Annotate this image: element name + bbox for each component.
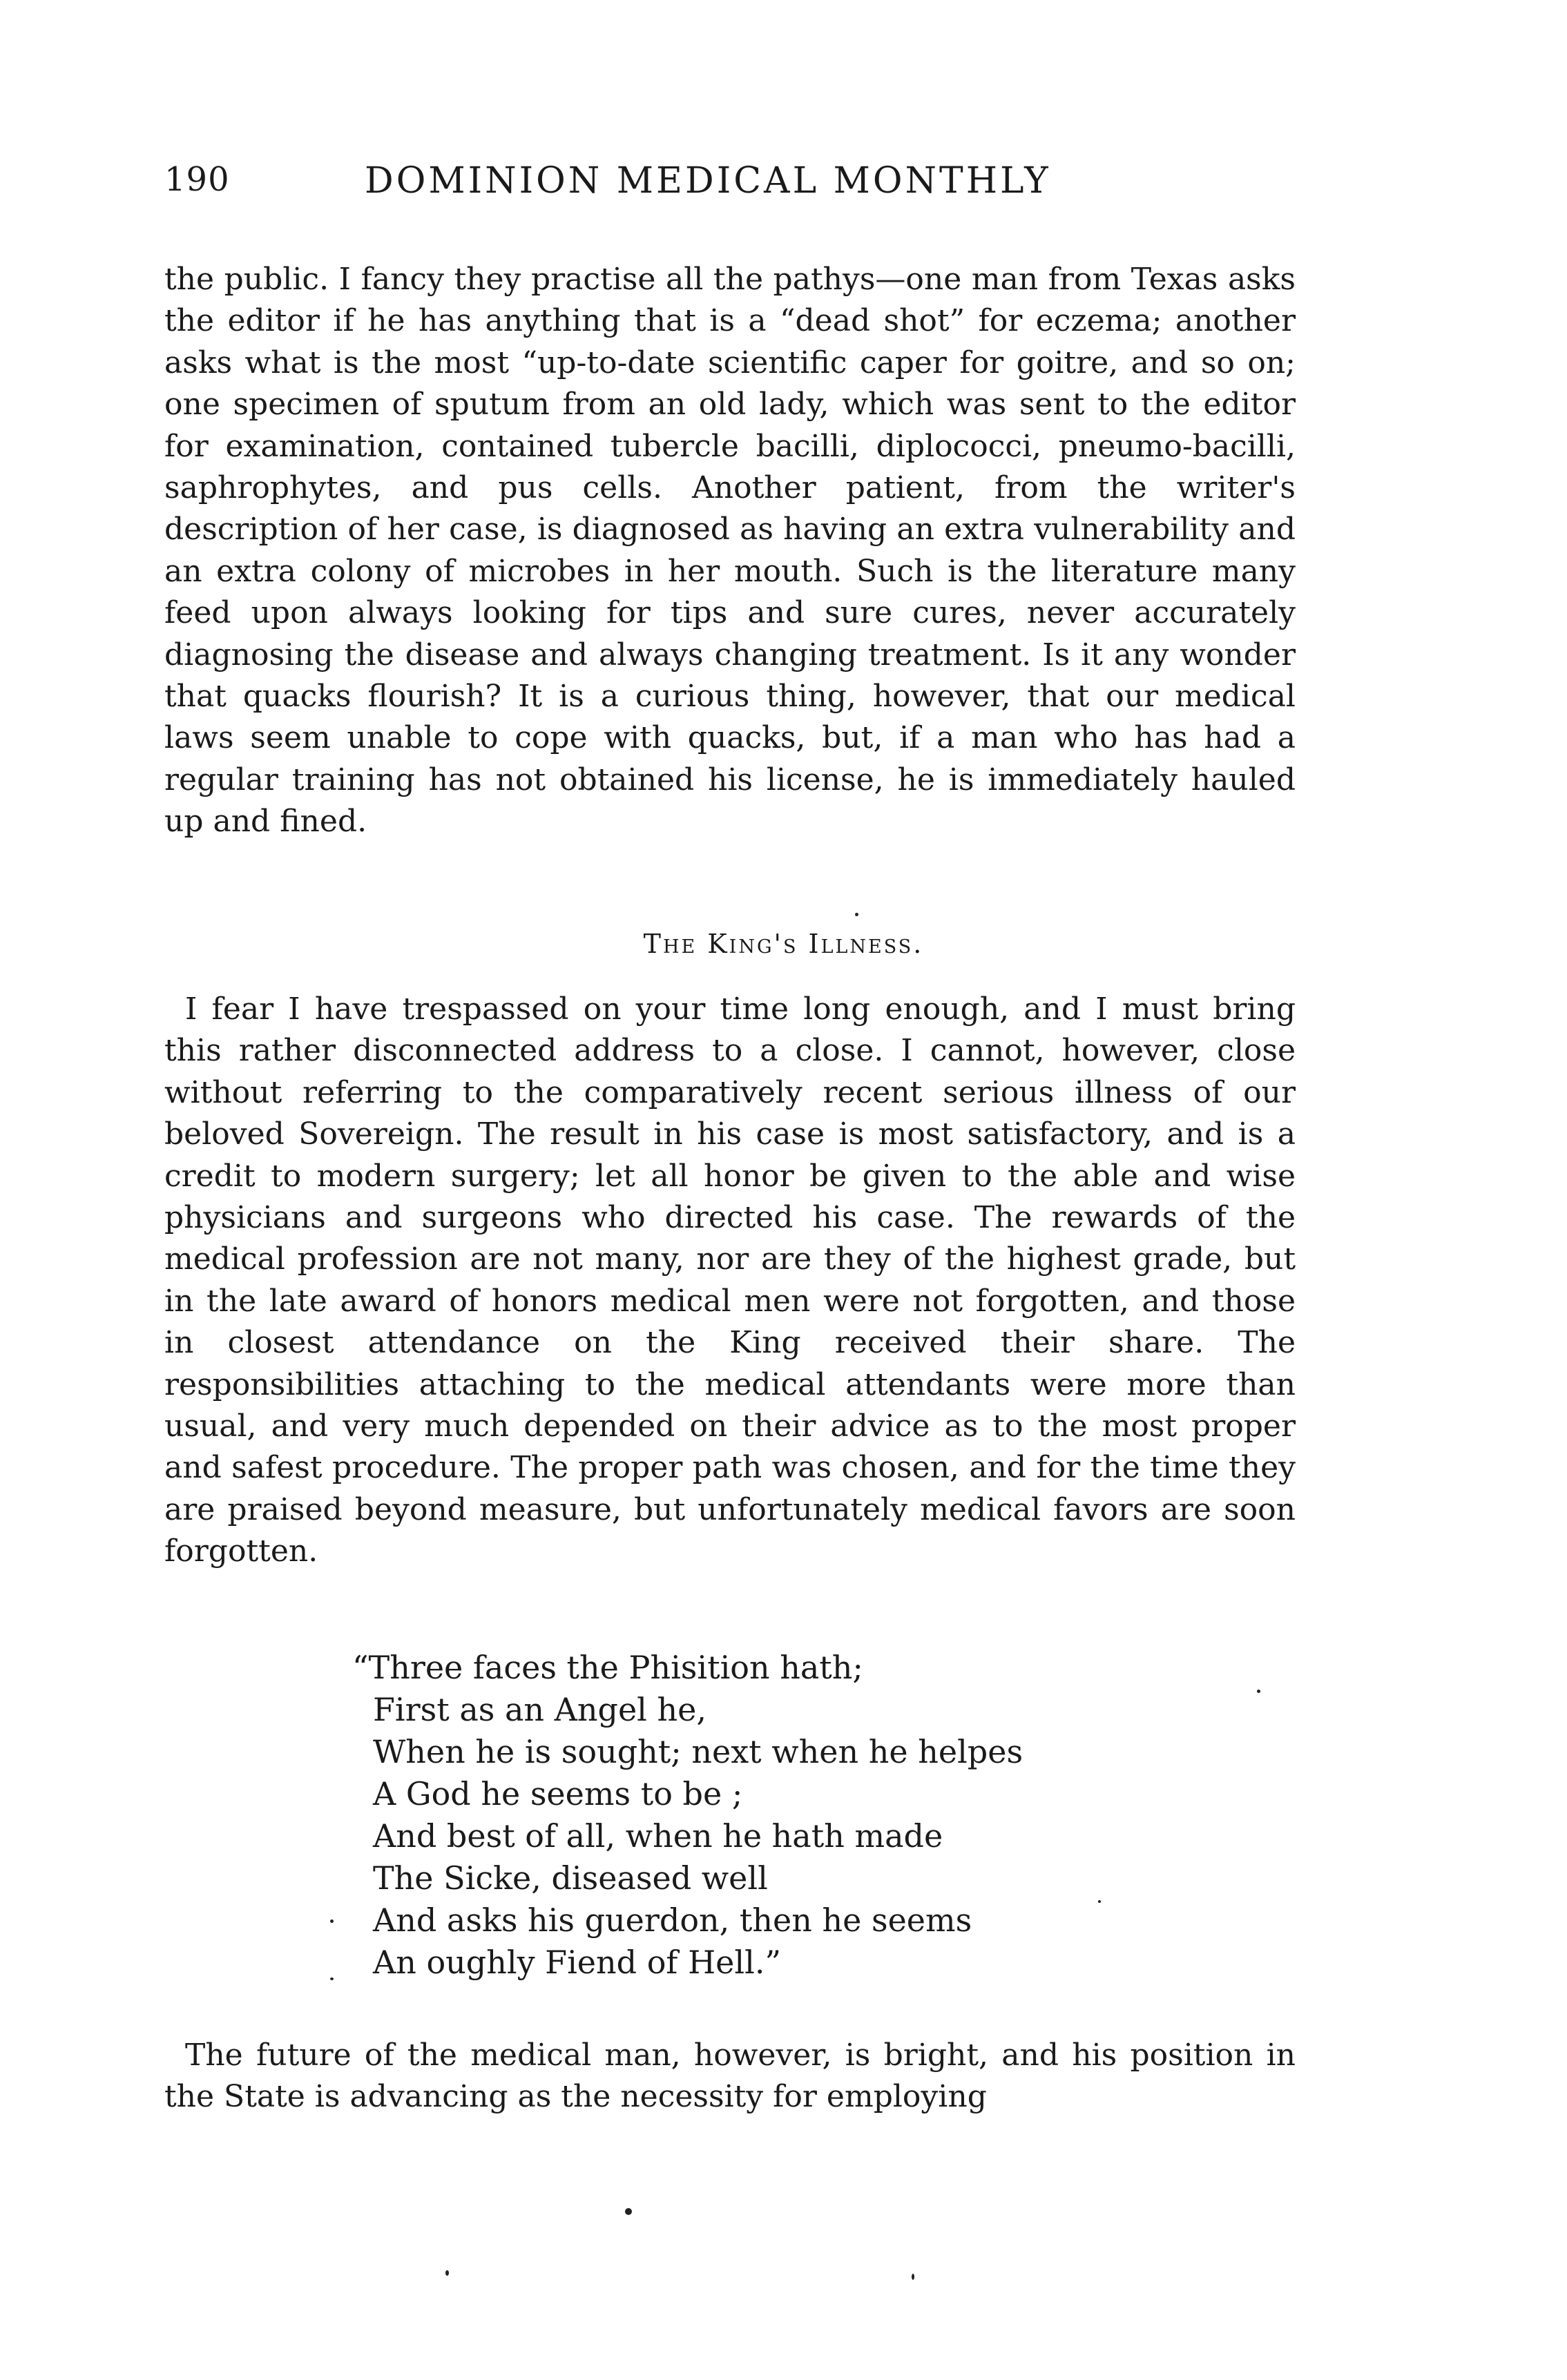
poem-quotation — [352, 1647, 1023, 1984]
body-paragraph: the public. I fancy they practise all the pathys—one man from Texas asks the editor if he has anything that is a “dead shot” for eczema; another asks what is the most “up-to-date scientific caper for goitre, and so on; one specimen of sputum from an old lady, which was sent to the editor for examination, contained tubercle bacilli, diplococci, pneumo-bacilli, saphrophytes, and pus cells. Another patient, from the writer's description of her case, is diagnosed as having an extra vulnerability and an extra colony of microbes in her mouth. Such is the literature many feed upon always looking for tips and sure cures, never accurately diagnosing the disease and always changing treatment. Is it any wonder that quacks flourish? It is a curious thing, however, that our medical laws seem unable to cope with quacks, but, if a man who has had a regular training has not obtained his license, he is immediately hauled up and fined. — [164, 262, 1296, 840]
body-paragraph: I fear I have trespassed on your time long enough, and I must bring this rather disconnected address to a close. I cannot, however, close without referring to the comparatively recent serious illness of our beloved Sovereign. The result in his case is most satisfactory, and is a credit to modern surgery; let all honor be given to the able and wise physicians and surgeons who directed his case. The rewards of the medical profession are not many, nor are they of the highest grade, but in the late award of honors medical men were not forgotten, and those in closest attendance on the King received their share. The responsibilities attaching to the medical attendants were more than usual, and very much depended on their advice as to the most proper and safest procedure. The proper path was chosen, and for the time they are praised beyond measure, but unfortunately medical favors are soon forgotten. — [164, 991, 1296, 1569]
body-paragraph: The future of the medical man, however, is bright, and his position in the State is advancing as the necessity for employing — [164, 2038, 1296, 2115]
poem-line: When he is sought; next when he helpes — [373, 1733, 1023, 1770]
section-heading: The King's Illness. — [643, 929, 924, 959]
poem-line: And asks his guerdon, then he seems — [373, 1902, 972, 1939]
scan-speck — [1098, 1900, 1101, 1903]
scan-speck — [330, 1977, 334, 1980]
scan-speck — [330, 1919, 334, 1923]
page-header — [164, 160, 1297, 209]
poem-line: A God he seems to be ; — [373, 1775, 743, 1812]
scan-speck — [1257, 1690, 1260, 1693]
scan-speck — [855, 913, 858, 916]
poem-line: The Sicke, diseased well — [373, 1859, 768, 1897]
page-number: 190 — [164, 160, 230, 199]
poem-line: And best of all, when he hath made — [373, 1817, 943, 1855]
scan-speck — [625, 2208, 632, 2215]
poem-line: An oughly Fiend of Hell.” — [373, 1944, 781, 1981]
poem-line: “Three faces the Phisition hath; — [352, 1649, 863, 1686]
scan-speck — [445, 2270, 449, 2276]
poem-line: First as an Angel he, — [373, 1691, 706, 1728]
running-head: DOMINION MEDICAL MONTHLY — [365, 160, 1051, 202]
scan-speck — [912, 2274, 914, 2280]
